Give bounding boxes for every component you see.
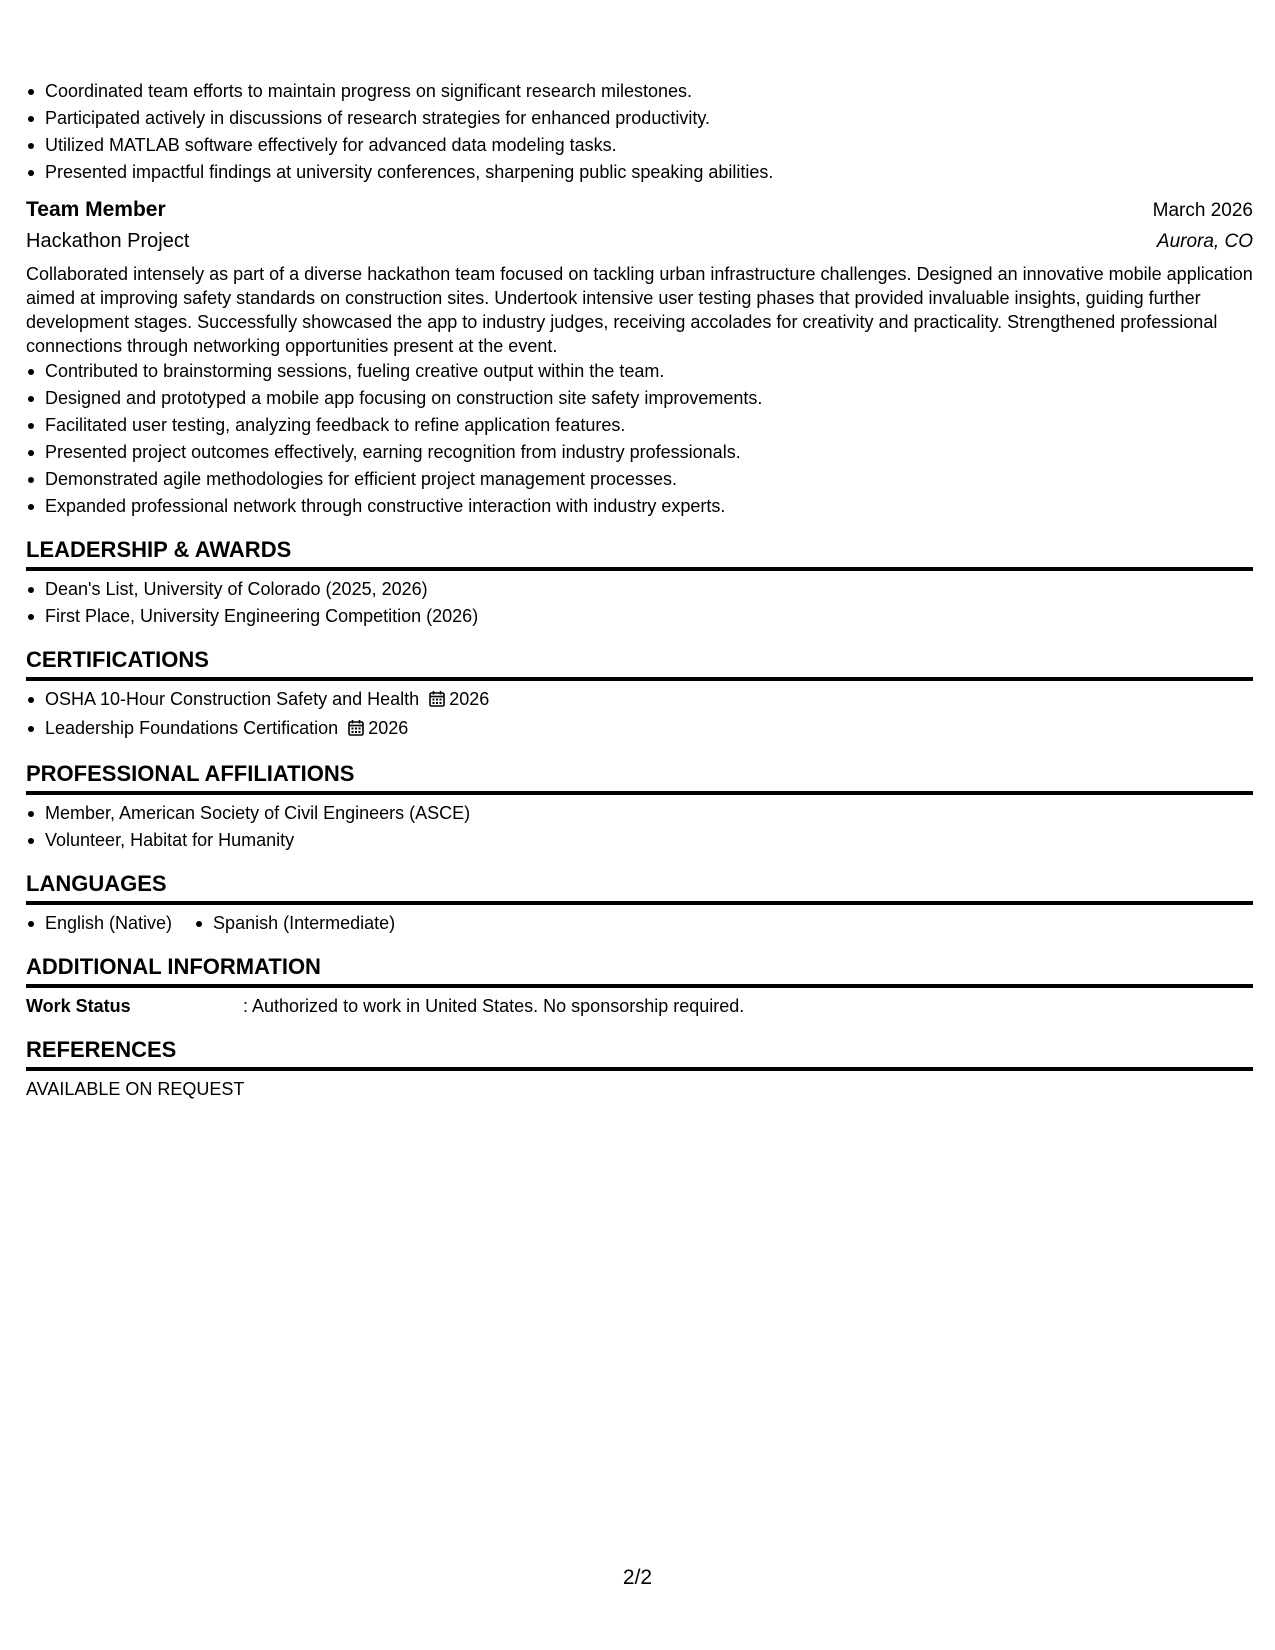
list-item: Presented impactful findings at university conferences, sharpening public speaking abilities. — [26, 159, 1253, 186]
job-title: Team Member — [26, 198, 166, 221]
section-title: PROFESSIONAL AFFILIATIONS — [26, 758, 1253, 795]
work-status-row — [26, 993, 1253, 1020]
list-item: Designed and prototyped a mobile app focusing on construction site safety improvements. — [26, 385, 1253, 412]
job-organization: Hackathon Project — [26, 230, 190, 252]
list-item: Utilized MATLAB software effectively for advanced data modeling tasks. — [26, 132, 1253, 159]
list-item — [26, 715, 1253, 744]
list-item: Volunteer, Habitat for Humanity — [26, 827, 1253, 854]
leadership-list — [26, 576, 1253, 630]
section-title: ADDITIONAL INFORMATION — [26, 951, 1253, 988]
previous-job-bullets — [26, 78, 1253, 186]
section-title: CERTIFICATIONS — [26, 644, 1253, 681]
list-item: Contributed to brainstorming sessions, fueling creative output within the team. — [26, 358, 1253, 385]
references-section — [26, 1034, 1253, 1103]
resume-page — [26, 78, 1253, 1103]
calendar-icon — [348, 717, 364, 744]
additional-info-section — [26, 951, 1253, 1020]
section-title: LANGUAGES — [26, 868, 1253, 905]
list-item: Demonstrated agile methodologies for efficient project management processes. — [26, 466, 1253, 493]
list-item: Member, American Society of Civil Engineers (ASCE) — [26, 800, 1253, 827]
affiliations-section — [26, 758, 1253, 854]
list-item: Spanish (Intermediate) — [194, 910, 395, 937]
list-item: First Place, University Engineering Competition (2026) — [26, 603, 1253, 630]
list-item — [26, 686, 1253, 715]
certification-name: OSHA 10-Hour Construction Safety and Health — [45, 689, 420, 709]
job-header — [26, 195, 1253, 226]
certifications-section — [26, 644, 1253, 744]
job-date: March 2026 — [1152, 200, 1253, 221]
certification-year: 2026 — [368, 718, 409, 738]
section-title: REFERENCES — [26, 1034, 1253, 1071]
languages-list — [26, 910, 1253, 937]
list-item: English (Native) — [26, 910, 172, 937]
work-status-label: Work Status — [26, 996, 131, 1016]
languages-section — [26, 868, 1253, 937]
page-number: 2/2 — [622, 1566, 653, 1589]
section-title: LEADERSHIP & AWARDS — [26, 534, 1253, 571]
certifications-list — [26, 686, 1253, 744]
references-text: AVAILABLE ON REQUEST — [26, 1079, 245, 1099]
job-bullets — [26, 358, 1253, 520]
job-summary: Collaborated intensely as part of a diverse hackathon team focused on tackling urban infrastructure challenges. Designed an innovative mobile application aimed at improving safety standards on construction sites. Undertook intensive user testing phases that provided invaluable insights, guiding further development stages. Successfully showcased the app to industry judges, receiving accolades for creativity and practicality. Strengthened professional connections through networking opportunities present at the event. — [26, 264, 1253, 356]
affiliations-list — [26, 800, 1253, 854]
job-subheader — [26, 226, 1253, 257]
list-item: Participated actively in discussions of research strategies for enhanced productivity. — [26, 105, 1253, 132]
leadership-section — [26, 534, 1253, 630]
certification-name: Leadership Foundations Certification — [45, 718, 339, 738]
list-item: Facilitated user testing, analyzing feedback to refine application features. — [26, 412, 1253, 439]
list-item: Coordinated team efforts to maintain progress on significant research milestones. — [26, 78, 1253, 105]
list-item: Expanded professional network through constructive interaction with industry experts. — [26, 493, 1253, 520]
certification-year: 2026 — [449, 689, 490, 709]
list-item: Dean's List, University of Colorado (2025, 2026) — [26, 576, 1253, 603]
calendar-icon — [429, 688, 445, 715]
list-item: Presented project outcomes effectively, earning recognition from industry professionals. — [26, 439, 1253, 466]
job-location: Aurora, CO — [1156, 231, 1253, 252]
work-status-value: : Authorized to work in United States. No sponsorship required. — [243, 996, 745, 1016]
experience-entry — [26, 195, 1253, 520]
